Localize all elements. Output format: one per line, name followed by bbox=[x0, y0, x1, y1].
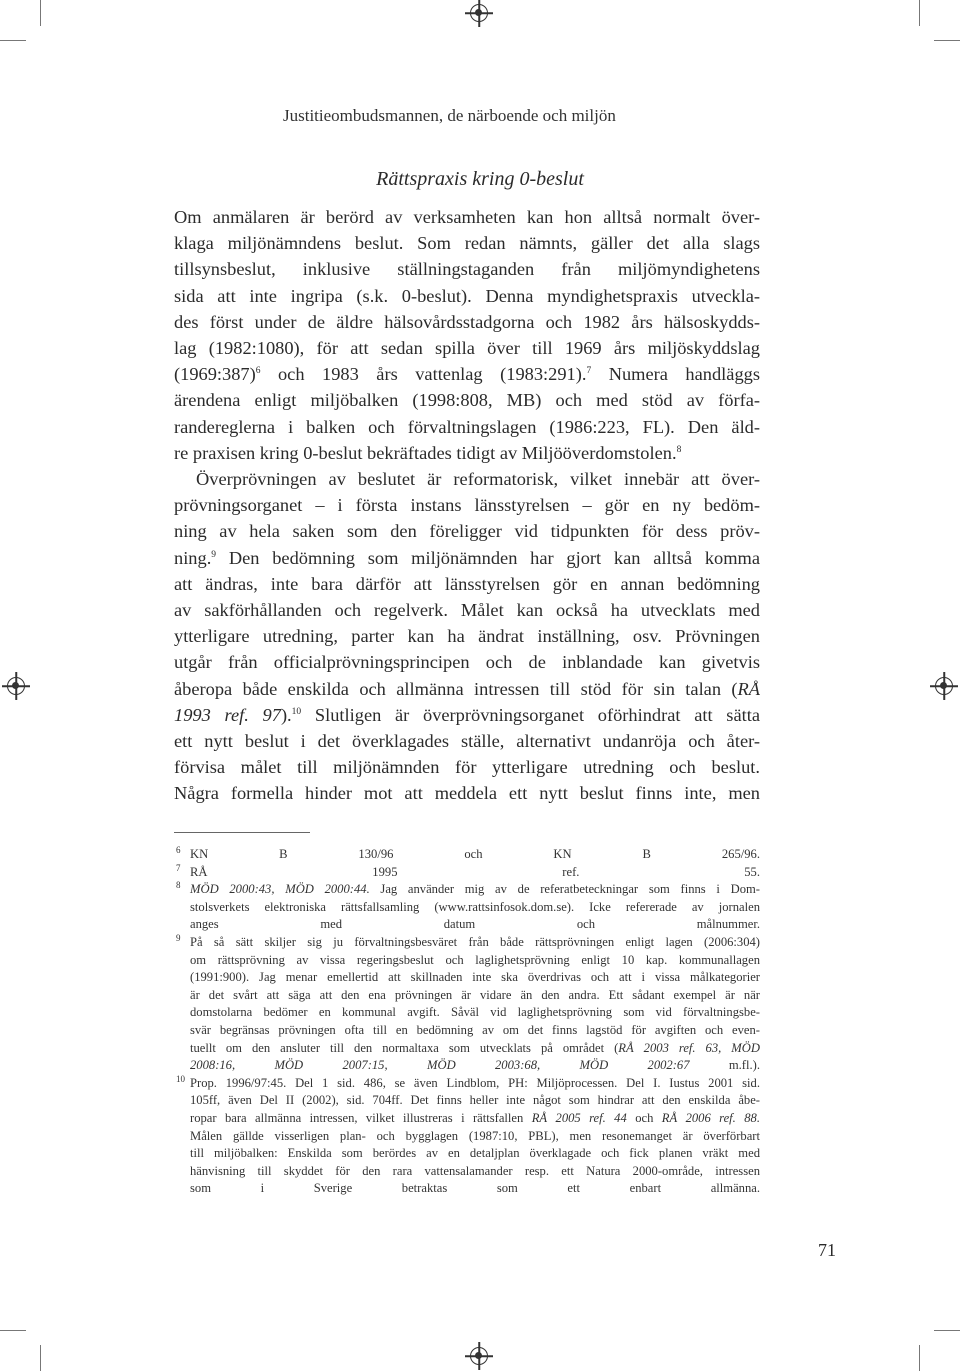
body-line: förvisa målet till miljönämnden för ytterligare utredning och beslut. bbox=[174, 757, 760, 778]
footnote-number: 10 bbox=[176, 1073, 185, 1084]
footnote-10: 10 Prop. 1996/97:45. Del 1 sid. 486, se även Lindblom, PH: Miljöprocessen. Del I. Iustus 2001 sid. 105ff, även Del II (2002), sid. 704ff. Det finns heller inte något som hindrar att den enskilda åbe- ropar bara allmänna intressen, vilket illustreras i rättsfallen RÅ 2005 ref. 44 och RÅ 2006 ref. 88. Målen gällde visserligen plan- och bygglagen (1987:10, PBL), men resonemanget är överförbart till miljöbalken: Enskilda som berördes av en detaljplan överklagade och fick planen vräkt med hänvisning till skyddet för den rara vattensalamander resp. ett Natura 2000-område, intressen som i Sverige betraktas som ett enbart allmänna. bbox=[174, 1075, 760, 1198]
body-line: (1969:387)$^6$ och 1983 års vattenlag (1983:291).$^7$ Numera handläggs bbox=[174, 364, 760, 385]
body-line: re praxisen kring 0-beslut bekräftades tidigt av Miljööverdomstolen.$^8$ bbox=[174, 442, 682, 463]
section-heading: Rättspraxis kring 0-beslut bbox=[376, 168, 584, 190]
body-line: lag (1982:1080), för att sedan spilla över till 1969 års miljöskyddslag bbox=[174, 338, 760, 359]
footnote-ref[interactable]: 8 bbox=[676, 444, 682, 455]
registration-mark-bottom-icon bbox=[470, 1347, 488, 1365]
footnote-number: 8 bbox=[176, 880, 181, 891]
body-line: ett nytt beslut i det överklagades ställe, alternativt undanröja och åter- bbox=[174, 731, 760, 752]
body-line: att ändras, inte bara därför att länsstyrelsen gör en annan bedömning bbox=[174, 573, 760, 594]
body-line: des först under de äldre hälsovårdsstadgorna och 1982 års hälsoskydds- bbox=[174, 311, 760, 332]
page-number: 71 bbox=[818, 1240, 836, 1260]
running-head: Justitieombudsmannen, de närboende och miljön bbox=[283, 106, 616, 125]
footnote-number: 6 bbox=[176, 845, 181, 855]
crop-mark-bottom-right-h bbox=[934, 1330, 960, 1331]
body-line: prövningsorganet – i första instans länsstyrelsen – gör en ny bedöm- bbox=[174, 495, 760, 516]
footnote-number: 9 bbox=[176, 932, 181, 943]
footnote-ref[interactable]: 6 bbox=[255, 366, 261, 377]
crop-mark-top-left-h bbox=[0, 40, 26, 41]
body-line: klaga miljönämndens beslut. Som redan nämnts, gäller det alla slags bbox=[174, 233, 760, 254]
footnote-ref[interactable]: 10 bbox=[291, 706, 302, 717]
footnote-ref[interactable]: 9 bbox=[211, 549, 217, 560]
body-text bbox=[174, 204, 760, 807]
registration-mark-right-icon bbox=[935, 677, 953, 695]
footnote-7: 7 RÅ 1995 ref. 55. bbox=[174, 864, 760, 882]
footnote-9: 9 På så sätt skiljer sig ju förvaltningsbesväret från både rättsprövningen enligt lagen (2006:304) om rättsprövning av vissa regeringsbeslut och laglighetsprövning enligt 10 kap. kommunallagen (1991:900). Jag menar emellertid att skillnaden inte ska överdrivas och att i vissa målkategorier är det svårt att säga att den ena prövningen är vidare än den andra. Ett sådant exempel är när domstolarna bedömer en kommunal avgift. Såväl vid laglighetsprövning som vid förvaltningsbe- svär begränsas prövningen ofta till en bedömning av om det finns lagstöd för avgiften och even- tuellt om den ansluter till den normaltaxa som utvecklats på området (RÅ 2003 ref. 63, MÖD 2008:16, MÖD 2007:15, MÖD 2003:68, MÖD 2002:67 m.fl.). bbox=[174, 934, 760, 1075]
body-line: sida att inte ingripa (s.k. 0-beslut). Denna myndighetspraxis utveckla- bbox=[174, 285, 760, 306]
body-line: Några formella hinder mot att meddela ett nytt beslut finns inte, men bbox=[174, 783, 760, 804]
crop-mark-top-left bbox=[40, 0, 41, 26]
footnote-rule bbox=[174, 832, 310, 833]
footnote-8: 8 MÖD 2000:43, MÖD 2000:44. Jag använder mig av de referatbeteckningar som finns i Dom- stolsverkets elektroniska rättsfallsamling (www.rattsinfosok.dom.se). Icke refererade av jornalen anges med datum och målnummer. bbox=[174, 881, 760, 934]
registration-mark-top-icon bbox=[470, 4, 488, 22]
body-line: ning av hela saken som den föreligger vid tidpunkten för dess pröv- bbox=[174, 521, 760, 542]
body-line: ärendena enligt miljöbalken (1998:808, MB) och med stöd av förfa- bbox=[174, 390, 760, 411]
footnotes bbox=[174, 846, 760, 1198]
body-line: ning.$^9$ Den bedömning som miljönämnden har gjort kan alltså komma bbox=[174, 547, 760, 568]
body-line: randereglerna i balken och förvaltningslagen (1986:223, FL). Den äld- bbox=[174, 416, 760, 437]
body-line: utgår från officialprövningsprincipen och de inblandade kan givetvis bbox=[174, 652, 760, 673]
body-line: 1993 ref. 97).$^{10}$ Slutligen är överprövningsorganet oförhindrat att sätta bbox=[174, 704, 760, 725]
body-line: Överprövningen av beslutet är reformatorisk, vilket innebär att över- bbox=[196, 469, 760, 490]
body-line: åberopa både enskilda och allmänna intressen till stöd för sin talan (RÅ bbox=[174, 678, 760, 699]
body-line: Om anmälaren är berörd av verksamheten kan hon alltså normalt över- bbox=[174, 207, 760, 227]
body-line: tillsynsbeslut, inklusive ställningstaganden från miljömyndighetens bbox=[174, 259, 760, 280]
crop-mark-bottom-right bbox=[919, 1345, 920, 1371]
body-line: av sakförhållanden och regelverk. Målet kan också ha utvecklats med bbox=[174, 600, 760, 621]
body-line: ytterligare utredning, parter kan ha ändrat inställning, osv. Prövningen bbox=[174, 626, 760, 647]
registration-mark-left-icon bbox=[7, 677, 25, 695]
footnote-ref[interactable]: 7 bbox=[586, 366, 592, 377]
crop-mark-top-right bbox=[919, 0, 920, 26]
crop-mark-bottom-left bbox=[40, 1345, 41, 1371]
crop-mark-bottom-left-h bbox=[0, 1330, 26, 1331]
crop-mark-top-right-h bbox=[934, 40, 960, 41]
footnote-6: 6 KN B 130/96 och KN B 265/96. bbox=[174, 846, 760, 864]
footnote-number: 7 bbox=[176, 862, 181, 873]
